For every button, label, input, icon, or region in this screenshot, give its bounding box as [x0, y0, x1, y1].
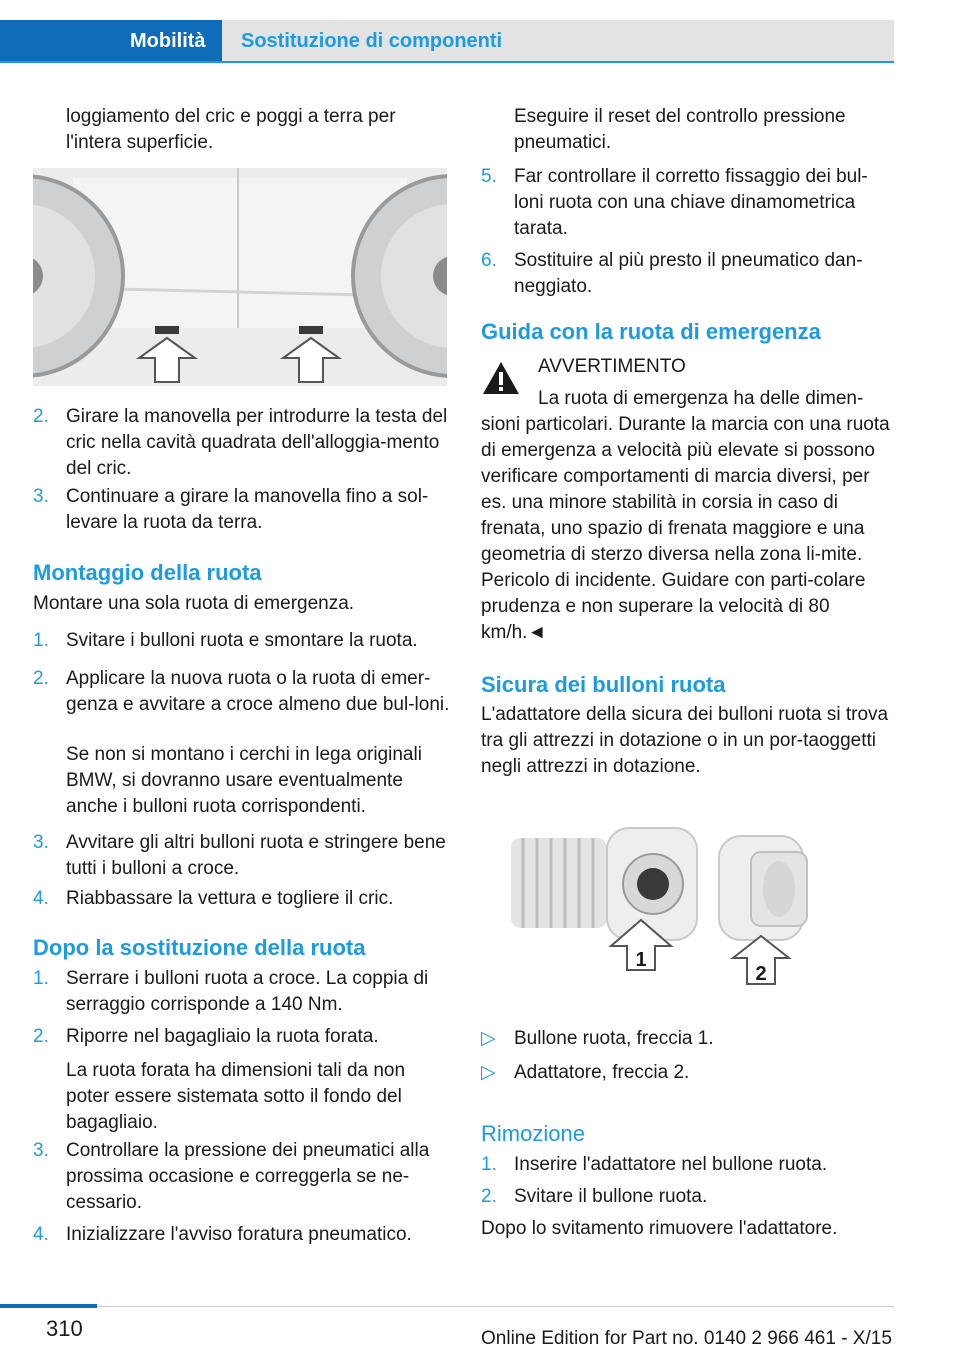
list-number: 2. — [33, 406, 49, 427]
list-item — [33, 484, 451, 536]
footer-edition: Online Edition for Part no. 0140 2 966 461 - X/15 — [481, 1328, 892, 1349]
bullet-marker: ▷ — [481, 1062, 496, 1083]
list-number: 1. — [33, 968, 49, 989]
list-item — [33, 404, 451, 482]
lock-text: L'adattatore della sicura dei bulloni ruota si trova tra gli attrezzi in dotazione o in un por-taoggetti negli attrezzi in dotazione. — [481, 704, 889, 777]
list-text: Inizializzare l'avviso foratura pneumatico. — [66, 1224, 412, 1245]
arrow-1-label: 1 — [635, 949, 647, 971]
bullet-text: Adattatore, freccia 2. — [514, 1062, 690, 1083]
list-item — [481, 248, 895, 300]
list-item — [33, 1222, 451, 1248]
list-text: Sostituire al più presto il pneumatico dan-neggiato. — [514, 250, 863, 297]
lock-bolt-figure — [503, 820, 809, 992]
list-number: 1. — [33, 630, 49, 651]
list-item — [33, 628, 451, 654]
lock-heading: Sicura dei bulloni ruota — [481, 672, 726, 697]
page-number: 310 — [46, 1316, 83, 1341]
list-item — [33, 1024, 451, 1050]
header-chapter-label: Sostituzione di componenti — [241, 30, 503, 52]
list-number: 4. — [33, 888, 49, 909]
list-item — [481, 164, 895, 242]
intro-text: loggiamento del cric e poggi a terra per l'intera superficie. — [66, 106, 396, 153]
list-number: 2. — [481, 1186, 497, 1207]
list-item — [33, 830, 451, 882]
list-text: Applicare la nuova ruota o la ruota di emer-genza e avvitare a croce almeno due bul-loni. — [66, 668, 450, 715]
list-text: Far controllare il corretto fissaggio dei bul-loni ruota con una chiave dinamometrica tarata. — [514, 166, 868, 239]
after-heading: Dopo la sostituzione della ruota — [33, 935, 366, 960]
warning-icon — [481, 360, 521, 396]
warning-title: AVVERTIMENTO — [538, 356, 686, 377]
removal-heading: Rimozione — [481, 1121, 585, 1146]
list-text: Girare la manovella per introdurre la testa del cric nella cavità quadrata dell'alloggia-mento del cric. — [66, 406, 448, 479]
bullet-marker: ▷ — [481, 1028, 496, 1049]
removal-after: Dopo lo svitamento rimuovere l'adattatore. — [481, 1218, 838, 1239]
list-item — [481, 1184, 895, 1210]
jack-points-figure — [33, 168, 447, 386]
list-item — [33, 886, 451, 912]
list-number: 6. — [481, 250, 497, 271]
list-number: 1. — [481, 1154, 497, 1175]
continued-text: Eseguire il reset del controllo pressione pneumatici. — [514, 106, 846, 153]
list-item — [33, 666, 451, 718]
list-number: 3. — [33, 832, 49, 853]
list-number: 5. — [481, 166, 497, 187]
header-section-label: Mobilità — [130, 30, 206, 52]
list-item — [33, 966, 451, 1018]
list-text: Serrare i bulloni ruota a croce. La coppia di serraggio corrisponde a 140 Nm. — [66, 968, 429, 1015]
list-number: 2. — [33, 668, 49, 689]
list-text: Riporre nel bagagliaio la ruota forata. — [66, 1026, 379, 1047]
bullet-item — [481, 1060, 895, 1086]
warning-text: sioni particolari. Durante la marcia con una ruota di emergenza a velocità più elevate si possono verificare comportamenti di marcia diversi, per es. una minore stabilità in corsia in caso di frenata, uno spazio di frenata maggiore e una geometria di sterzo diversa nella zona li-mite. Pericolo di incidente. Guidare con parti-colare prudenza e non superare la velocità di 80 km/h.◄ — [481, 414, 890, 643]
list-number: 4. — [33, 1224, 49, 1245]
mount-note: Se non si montano i cerchi in lega originali BMW, si dovranno usare eventualmente anche i bulloni ruota corrispondenti. — [66, 744, 422, 817]
footer-rule — [0, 1306, 894, 1307]
warning-first-line: La ruota di emergenza ha delle dimen- — [538, 388, 864, 409]
list-text: Avvitare gli altri bulloni ruota e stringere bene tutti i bulloni a croce. — [66, 832, 446, 879]
header-rule — [0, 61, 894, 63]
list-text: Controllare la pressione dei pneumatici alla prossima occasione e correggerla se ne-cessario. — [66, 1140, 430, 1213]
list-number: 3. — [33, 486, 49, 507]
drive-heading: Guida con la ruota di emergenza — [481, 319, 821, 344]
list-item — [481, 1152, 895, 1178]
list-number: 2. — [33, 1026, 49, 1047]
list-text: Svitare i bulloni ruota e smontare la ruota. — [66, 630, 418, 651]
footer-page-bar — [0, 1304, 97, 1308]
list-text: Continuare a girare la manovella fino a sol-levare la ruota da terra. — [66, 486, 429, 533]
after-note: La ruota forata ha dimensioni tali da non poter essere sistemata sotto il fondo del bagagliaio. — [66, 1060, 406, 1133]
list-number: 3. — [33, 1140, 49, 1161]
mount-intro: Montare una sola ruota di emergenza. — [33, 593, 355, 614]
list-item — [33, 1138, 451, 1216]
arrow-2-label: 2 — [755, 963, 767, 985]
list-text: Riabbassare la vettura e togliere il cric. — [66, 888, 394, 909]
bullet-text: Bullone ruota, freccia 1. — [514, 1028, 714, 1049]
list-text: Svitare il bullone ruota. — [514, 1186, 708, 1207]
mount-heading: Montaggio della ruota — [33, 560, 262, 585]
bullet-item — [481, 1026, 895, 1052]
list-text: Inserire l'adattatore nel bullone ruota. — [514, 1154, 828, 1175]
